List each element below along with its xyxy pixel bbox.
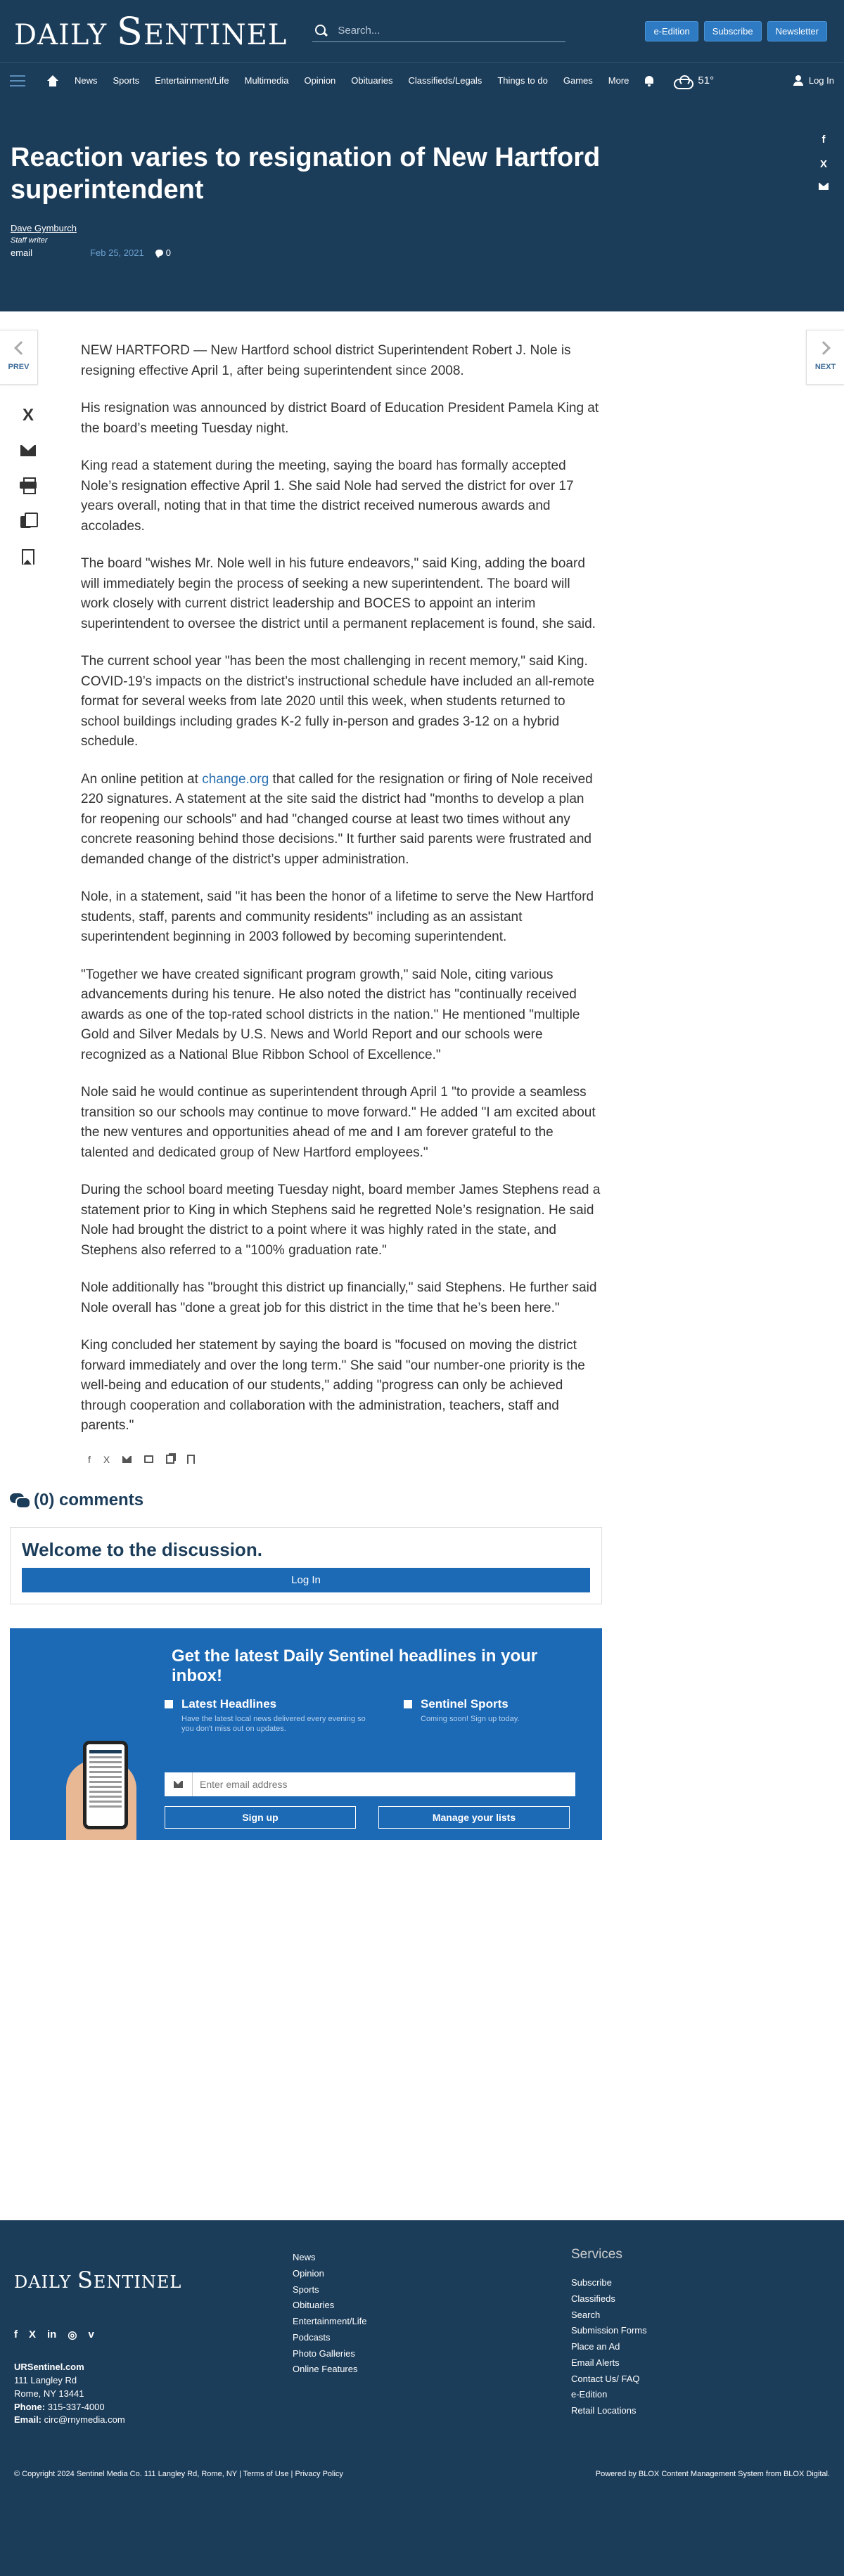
option-desc: Have the latest local news delivered every evening so you don't miss out on updates. [181, 1714, 366, 1734]
author-link[interactable]: Dave Gymburch [11, 223, 77, 234]
newsletter-title: Get the latest Daily Sentinel headlines in your inbox! [172, 1646, 538, 1686]
discussion-box [10, 1527, 602, 1604]
newsletter-buttons [165, 1806, 570, 1829]
footer-address-line1: 111 Langley Rd [14, 2374, 77, 2385]
paragraph: During the school board meeting Tuesday night, board member James Stephens read a statement prior to King in which Stephens said he regretted Nole’s resignation. He said Nole had brought the district to a point where it was highly rated in the state, and Stephens also referred to a "100% graduation rate." [81, 1183, 601, 1258]
login-link[interactable] [793, 75, 834, 86]
paragraph: The board "wishes Mr. Nole well in his future endeavors," said King, adding the board will immediately begin the process of seeking a new superintendent. The board will work closely with current district leadership and BOCES to appoint an interim superintendent to oversee the district until a permanent replacement is found, she said. [81, 556, 596, 631]
article-body [81, 311, 601, 1436]
option-title: Latest Headlines [181, 1696, 277, 1711]
copy-icon[interactable] [166, 1455, 174, 1464]
nav-item-games[interactable]: Games [563, 75, 593, 86]
change-org-link[interactable]: change.org [202, 771, 269, 787]
newsletter-email-field [165, 1772, 575, 1796]
nav-item-news[interactable]: News [75, 75, 98, 86]
user-icon [793, 75, 803, 86]
phone-label: Phone: [14, 2401, 46, 2412]
email-icon[interactable] [819, 183, 829, 190]
option-desc: Coming soon! Sign up today. [421, 1714, 520, 1723]
service-link-search[interactable]: Search [571, 2309, 601, 2320]
nav-item-more[interactable]: More [608, 75, 629, 86]
search-input[interactable] [338, 25, 549, 37]
article-meta [11, 247, 833, 258]
nav-item-obituaries[interactable]: Obituaries [351, 75, 393, 86]
option-sentinel-sports[interactable] [404, 1697, 573, 1735]
weather-temp: 51° [698, 75, 715, 86]
x-icon[interactable]: X [819, 158, 827, 170]
bookmark-icon[interactable] [187, 1455, 195, 1464]
chevron-right-icon [817, 341, 831, 355]
comment-count: 0 [165, 247, 171, 259]
publish-date: Feb 25, 2021 [90, 247, 144, 259]
email-label: Email: [14, 2414, 42, 2426]
paragraph: Nole, in a statement, said "it has been the honor of a lifetime to serve the New Hartford students, staff, parents and community residents" including as an assistant superintendent beginning in 2003 followed by becoming superintendent. [81, 889, 594, 944]
next-label: NEXT [814, 363, 836, 371]
footer-link-sports[interactable]: Sports [293, 2284, 319, 2295]
phone-link[interactable]: 315-337-4000 [47, 2401, 105, 2412]
paragraph: His resignation was announced by district Board of Education President Pamela King at the board’s meeting Tuesday night. [81, 401, 599, 436]
email-share-icon[interactable] [20, 445, 36, 456]
bell-icon[interactable] [644, 75, 654, 86]
service-link-place-ad[interactable]: Place an Ad [571, 2341, 620, 2352]
phone-illustration [66, 1741, 143, 1840]
footer-services [571, 2275, 647, 2419]
footer-site: URSentinel.com [14, 2362, 84, 2372]
main-nav [0, 62, 844, 98]
nav-item-opinion[interactable]: Opinion [304, 75, 336, 86]
vimeo-icon[interactable]: v [88, 2329, 94, 2340]
byline [11, 223, 833, 245]
footer-link-news[interactable]: News [293, 2252, 316, 2262]
service-link-classifieds[interactable]: Classifieds [571, 2293, 615, 2304]
footer-bottom-bar [14, 2470, 830, 2478]
hero-share-bar [819, 134, 829, 190]
print-icon[interactable] [144, 1455, 153, 1463]
article-section [0, 311, 844, 1840]
article-hero [0, 98, 844, 311]
footer-link-entertainment[interactable]: Entertainment/Life [293, 2316, 367, 2326]
side-tool-bar [20, 407, 37, 565]
author-email-link[interactable]: email [11, 247, 33, 259]
copyright-text: © Copyright 2024 Sentinel Media Co. 111 Langley Rd, Rome, NY [14, 2470, 237, 2478]
option-latest-headlines[interactable] [165, 1697, 369, 1735]
discussion-welcome: Welcome to the discussion. [22, 1538, 262, 1560]
paragraph: King concluded her statement by saying the board is "focused on moving the district forward immediately and over the long term." She said "our number-one priority is the well-being and education of our students," adding "progress can only be achieved through cooperation and collaboration with the administration, teachers, staff and parents." [81, 1338, 585, 1433]
footer-contact [14, 2361, 125, 2427]
email-icon[interactable] [122, 1456, 132, 1463]
copy-link-icon[interactable] [20, 513, 36, 528]
newsletter-email-input[interactable] [200, 1779, 551, 1790]
logo-word-daily: DAILY [14, 18, 108, 51]
next-article-button[interactable] [806, 330, 844, 385]
footer-link-obituaries[interactable]: Obituaries [293, 2300, 335, 2311]
comments-icon [10, 1493, 28, 1507]
prev-label: PREV [8, 363, 30, 371]
nav-item-things-to-do[interactable]: Things to do [497, 75, 548, 86]
site-footer [0, 2220, 844, 2576]
footer-logo-initial: S [77, 2267, 94, 2293]
footer-logo[interactable] [14, 2267, 181, 2293]
partly-cloudy-icon [674, 75, 692, 86]
signup-button[interactable]: Sign up [165, 1806, 356, 1829]
footer-address-line2: Rome, NY 13441 [14, 2388, 84, 2399]
footer-links [293, 2250, 367, 2378]
footer-logo-word-daily: DAILY [14, 2272, 72, 2292]
site-header [0, 0, 844, 62]
service-link-contact[interactable]: Contact Us/ FAQ [571, 2373, 640, 2384]
nav-item-multimedia[interactable]: Multimedia [244, 75, 289, 86]
subscribe-button[interactable]: Subscribe [704, 21, 762, 41]
logo-word-sentinel: ENTINEL [143, 18, 288, 51]
linkedin-icon[interactable]: in [47, 2329, 57, 2340]
nav-item-sports[interactable]: Sports [113, 75, 140, 86]
facebook-icon[interactable]: f [14, 2329, 18, 2340]
paragraph: Nole additionally has "brought this district up financially," said Stephens. He further said Nole overall has "done a great job for this district in the time that he’s been here." [81, 1280, 597, 1315]
comments-login-button[interactable]: Log In [22, 1568, 590, 1592]
service-link-retail[interactable]: Retail Locations [571, 2405, 637, 2416]
footer-link-online-features[interactable]: Online Features [293, 2364, 358, 2375]
paragraph: "Together we have created significant program growth," said Nole, citing various advancements during his tenure. He also noted the district has "continually received awards as one of the top-rated school districts in the nation." He mentioned "multiple Gold and Silver Medals by U.S. News and World Report and our schools were recognized as a National Blue Ribbon School of Excellence." [81, 967, 580, 1062]
powered-by: Powered by BLOX Content Management System from BLOX Digital. [595, 2470, 830, 2478]
envelope-icon [165, 1772, 193, 1796]
x-icon[interactable]: X [29, 2329, 37, 2340]
comment-icon [155, 250, 163, 256]
service-link-subscribe[interactable]: Subscribe [571, 2277, 612, 2288]
newsletter-signup [10, 1628, 602, 1840]
privacy-link[interactable]: Privacy Policy [295, 2470, 343, 2478]
menu-icon[interactable] [10, 75, 25, 86]
home-icon[interactable] [46, 75, 59, 86]
paragraph: Nole said he would continue as superintendent through April 1 "to provide a seamless transition so our schools may continue to move forward." He added "I am excited about the new ventures and opportunities ahead of me and I am forever grateful to the talented and dedicated group of New Hartford employees." [81, 1085, 596, 1160]
search-bar [312, 20, 565, 42]
site-logo[interactable] [14, 9, 287, 53]
newsletter-options [165, 1697, 573, 1735]
bookmark-icon[interactable] [22, 549, 34, 565]
x-icon[interactable]: X [103, 1453, 110, 1465]
service-link-submission-forms[interactable]: Submission Forms [571, 2325, 647, 2336]
author-role: Staff writer [11, 236, 48, 245]
petition-text-suffix: that called for the resignation or firing of Nole received 220 signatures. A statement at the site said the district had "months to develop a plan for reopening our schools" and had "changed course at least two times without any concrete reasoning behind those decisions." It further said parents were frustrated and demanded change of the district’s upper administration. [81, 771, 593, 867]
copyright: © Copyright 2024 Sentinel Media Co. 111 Langley Rd, Rome, NY | Terms of Use | Privacy Policy [14, 2470, 343, 2478]
search-icon[interactable] [315, 25, 328, 37]
checkbox-latest-headlines[interactable] [165, 1700, 173, 1708]
article-headline: Reaction varies to resignation of New Hartford superintendent [11, 143, 601, 205]
nav-item-classifieds[interactable]: Classifieds/Legals [408, 75, 482, 86]
login-label: Log In [808, 75, 834, 86]
print-icon[interactable] [20, 477, 37, 491]
service-link-e-edition[interactable]: e-Edition [571, 2389, 608, 2400]
checkbox-sentinel-sports[interactable] [404, 1700, 412, 1708]
inline-share-bar [88, 1454, 844, 1465]
petition-text-prefix: An online petition at [81, 771, 203, 787]
weather-widget[interactable] [674, 75, 714, 86]
email-link[interactable]: circ@rnymedia.com [44, 2414, 125, 2426]
nav-item-entertainment[interactable]: Entertainment/Life [155, 75, 229, 86]
manage-lists-button[interactable]: Manage your lists [378, 1806, 570, 1829]
newsletter-button[interactable]: Newsletter [767, 21, 827, 41]
prev-article-button[interactable] [0, 330, 38, 385]
terms-link[interactable]: Terms of Use [243, 2470, 289, 2478]
paragraph [81, 770, 601, 870]
facebook-icon[interactable]: f [88, 1453, 91, 1465]
facebook-icon[interactable]: f [821, 134, 826, 146]
instagram-icon[interactable]: ◎ [68, 2329, 77, 2341]
paragraph: NEW HARTFORD — New Hartford school district Superintendent Robert J. Nole is resigning effective April 1, after being superintendent since 2008. [81, 343, 571, 378]
paragraph: The current school year "has been the most challenging in recent memory," said King. COVID-19’s impacts on the district’s instructional schedule have included an all-remote format for several weeks from late 2020 until this week, when students returned to school buildings including grades K-2 fully in-person and grades 3-12 on a hybrid schedule. [81, 654, 595, 749]
footer-link-podcasts[interactable]: Podcasts [293, 2331, 331, 2343]
logo-initial: S [116, 8, 143, 53]
service-link-email-alerts[interactable]: Email Alerts [571, 2357, 620, 2368]
x-share-icon[interactable]: X [22, 406, 34, 425]
comment-count-link[interactable] [155, 247, 171, 258]
footer-social [14, 2329, 94, 2341]
option-title: Sentinel Sports [421, 1696, 509, 1711]
footer-link-photo-galleries[interactable]: Photo Galleries [293, 2348, 355, 2359]
paragraph: King read a statement during the meeting, saying the board has formally accepted Nole’s resignation effective April 1. She said Nole had served the district for over 17 years overall, noting that in that time the district received numerous awards and accolades. [81, 458, 574, 534]
footer-link-opinion[interactable]: Opinion [293, 2267, 324, 2279]
chevron-left-icon [14, 341, 28, 355]
services-heading: Services [571, 2247, 622, 2262]
header-actions [645, 21, 827, 41]
comments-heading [10, 1490, 844, 1510]
comments-count-label: (0) comments [34, 1490, 144, 1509]
e-edition-button[interactable]: e-Edition [645, 21, 698, 41]
footer-logo-word-sentinel: ENTINEL [93, 2272, 182, 2292]
